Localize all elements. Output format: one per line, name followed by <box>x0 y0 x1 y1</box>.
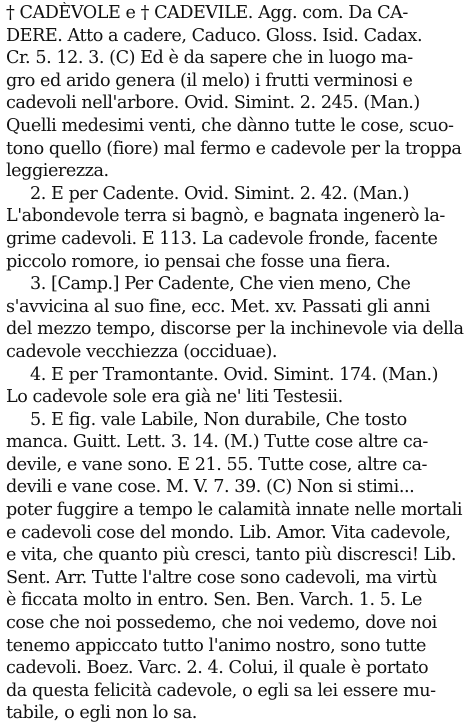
entry-line: L'abondevole terra si bagnò, e bagnata ingenerò la- <box>6 206 445 227</box>
sense-5-start: 5. E fig. vale Labile, Non durabile, Che tosto <box>30 409 407 430</box>
dictionary-entry-cadevole <box>6 2 464 725</box>
sense-4-start: 4. E per Tramontante. Ovid. Simint. 174. (Man.) <box>30 364 439 385</box>
entry-line: tabile, o egli non lo sa. <box>6 703 197 724</box>
entry-line: grime cadevoli. E 113. La cadevole fronde, facente <box>6 228 438 249</box>
entry-line: devili e vane cose. M. V. 7. 39. (C) Non si stimi... <box>6 477 415 498</box>
entry-line: cose che noi possedemo, che noi vedemo, dove noi <box>6 613 437 634</box>
entry-line: gro ed arido genera (il melo) i frutti verminosi e <box>6 70 413 91</box>
entry-line: manca. Guitt. Lett. 3. 14. (M.) Tutte cose altre ca- <box>6 432 428 453</box>
entry-line: leggierezza. <box>6 161 109 182</box>
entry-line: Cr. 5. 12. 3. (C) Ed è da sapere che in luogo ma- <box>6 48 413 69</box>
entry-line: devile, e vane sono. E 21. 55. Tutte cose, altre ca- <box>6 454 428 475</box>
entry-line: e vita, che quanto più cresci, tanto più discresci! Lib. <box>6 545 457 566</box>
entry-line: Quelli medesimi venti, che dànno tutte le cose, scuo- <box>6 115 454 136</box>
entry-line: piccolo romore, io pensai che fosse una fiera. <box>6 251 391 272</box>
entry-line: cadevoli. Boez. Varc. 2. 4. Colui, il quale è portato <box>6 658 429 679</box>
sense-2-start: 2. E per Cadente. Ovid. Simint. 2. 42. (Man.) <box>30 183 409 204</box>
entry-line: e cadevoli cose del mondo. Lib. Amor. Vita cadevole, <box>6 522 451 543</box>
entry-line: s'avvicina al suo fine, ecc. Met. xv. Passati gli anni <box>6 296 430 317</box>
entry-line: DERE. Atto a cadere, Caduco. Gloss. Isid. Cadax. <box>6 25 423 46</box>
entry-line: tono quello (fiore) mal fermo e cadevole per la troppa <box>6 138 462 159</box>
entry-line: Sent. Arr. Tutte l'altre cose sono cadevoli, ma virtù <box>6 567 438 588</box>
entry-headline: † CADÈVOLE e † CADEVILE. Agg. com. Da CA- <box>6 3 408 23</box>
entry-line: cadevole vecchiezza (occiduae). <box>6 341 278 362</box>
sense-3-start: 3. [Camp.] Per Cadente, Che vien meno, Che <box>30 274 411 295</box>
entry-line: del mezzo tempo, discorse per la inchinevole via della <box>6 319 464 340</box>
entry-line: Lo cadevole sole era già ne' liti Testesii. <box>6 387 343 408</box>
entry-line: cadevoli nell'arbore. Ovid. Simint. 2. 245. (Man.) <box>6 93 420 114</box>
entry-line: è ficcata molto in entro. Sen. Ben. Varch. 1. 5. Le <box>6 590 422 611</box>
entry-line: da questa felicità cadevole, o egli sa lei essere mu- <box>6 680 436 701</box>
entry-line: poter fuggire a tempo le calamità innate nelle mortali <box>6 500 463 521</box>
entry-line: tenemo appiccato tutto l'animo nostro, sono tutte <box>6 635 426 656</box>
